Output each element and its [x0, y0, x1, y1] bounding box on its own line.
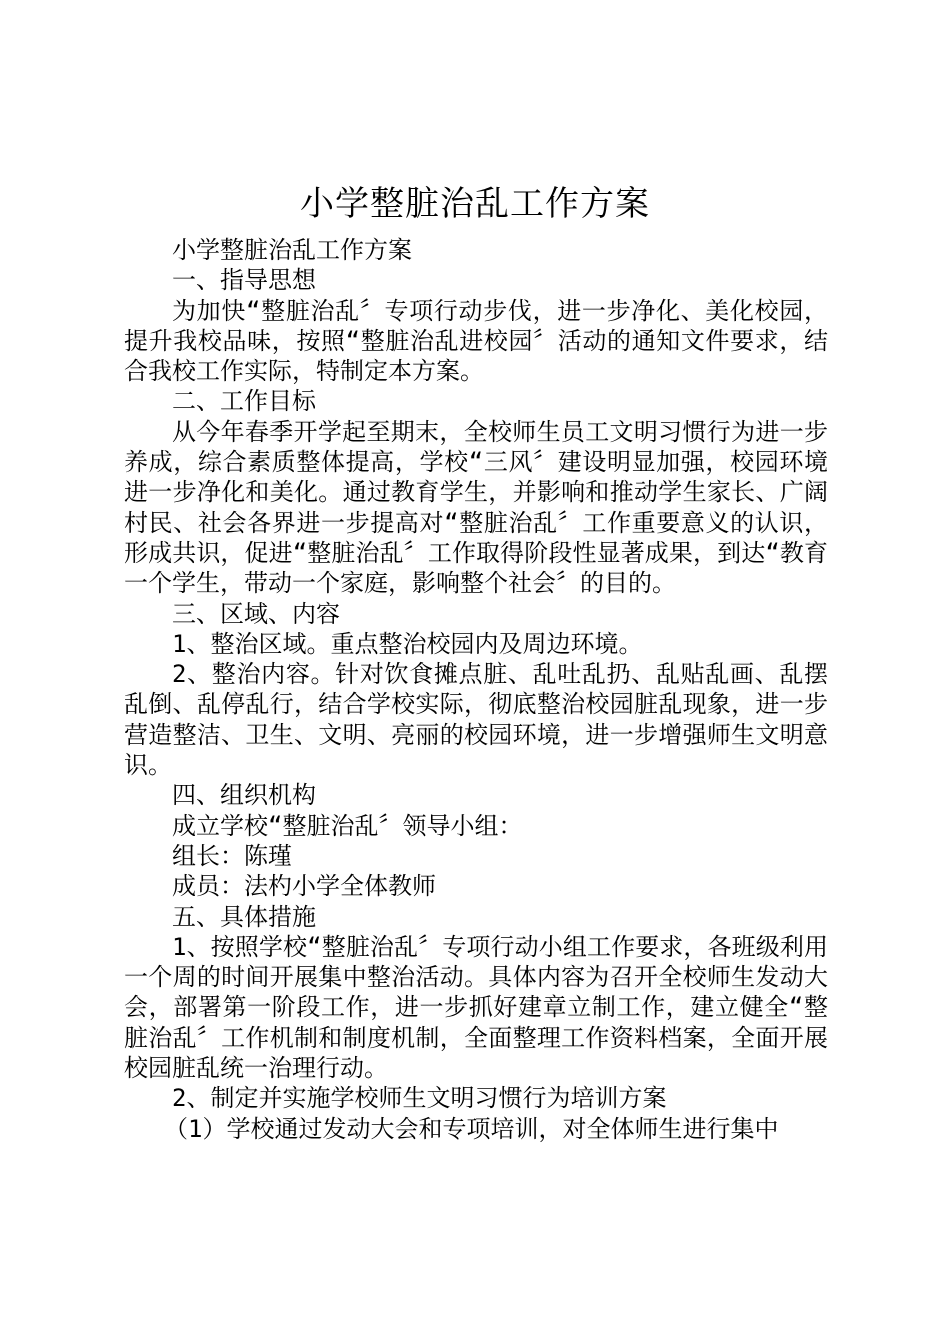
paragraph: 1、按照学校“整脏治乱〞专项行动小组工作要求，各班级利用一个周的时间开展集中整治活动。具体内容为召开全校师生发动大会，部署第一阶段工作，进一步抓好建章立制工作，建立健全“整脏治乱〞工作机制和制度机制，全面整理工作资料档案，全面开展校园脏乱统一治理行动。 — [124, 932, 828, 1083]
paragraph: 成立学校“整脏治乱〞领导小组： — [172, 811, 523, 840]
paragraph: 2、整治内容。针对饮食摊点脏、乱吐乱扔、乱贴乱画、乱摆乱倒、乱停乱行，结合学校实际，彻底整治校园脏乱现象，进一步营造整洁、卫生、文明、亮丽的校园环境，进一步增强师生文明意识。 — [124, 660, 828, 780]
section-heading-measures: 五、具体措施 — [172, 902, 316, 931]
paragraph: 从今年春季开学起至期末，全校师生员工文明习惯行为进一步养成，综合素质整体提高，学校“三风〞建设明显加强，校园环境进一步净化和美化。通过教育学生，并影响和推动学生家长、广阔村民、社会各界进一步提高对“整脏治乱〞工作重要意义的认识，形成共识，促进“整脏治乱〞工作取得阶段性显著成果，到达“教育一个学生，带动一个家庭，影响整个社会〞的目的。 — [124, 417, 828, 598]
paragraph: （1）学校通过发动大会和专项培训，对全体师生进行集中 — [164, 1114, 779, 1143]
document-title: 小学整脏治乱工作方案 — [300, 184, 650, 224]
paragraph: 为加快“整脏治乱〞专项行动步伐，进一步净化、美化校园，提升我校品味，按照“整脏治乱进校园〞活动的通知文件要求，结合我校工作实际，特制定本方案。 — [124, 296, 828, 386]
paragraph: 2、制定并实施学校师生文明习惯行为培训方案 — [172, 1084, 667, 1113]
section-heading-guiding-thought: 一、指导思想 — [172, 266, 316, 295]
paragraph-subtitle: 小学整脏治乱工作方案 — [172, 236, 412, 264]
paragraph-members: 成员：法杓小学全体教师 — [172, 872, 436, 901]
section-heading-work-goals: 二、工作目标 — [172, 387, 316, 416]
paragraph: 1、整治区域。重点整治校园内及周边环境。 — [172, 629, 643, 658]
section-heading-organization: 四、组织机构 — [172, 781, 316, 810]
section-heading-area-content: 三、区域、内容 — [172, 599, 340, 628]
paragraph-leader: 组长：陈瑾 — [172, 841, 292, 870]
document-body — [124, 235, 828, 1144]
